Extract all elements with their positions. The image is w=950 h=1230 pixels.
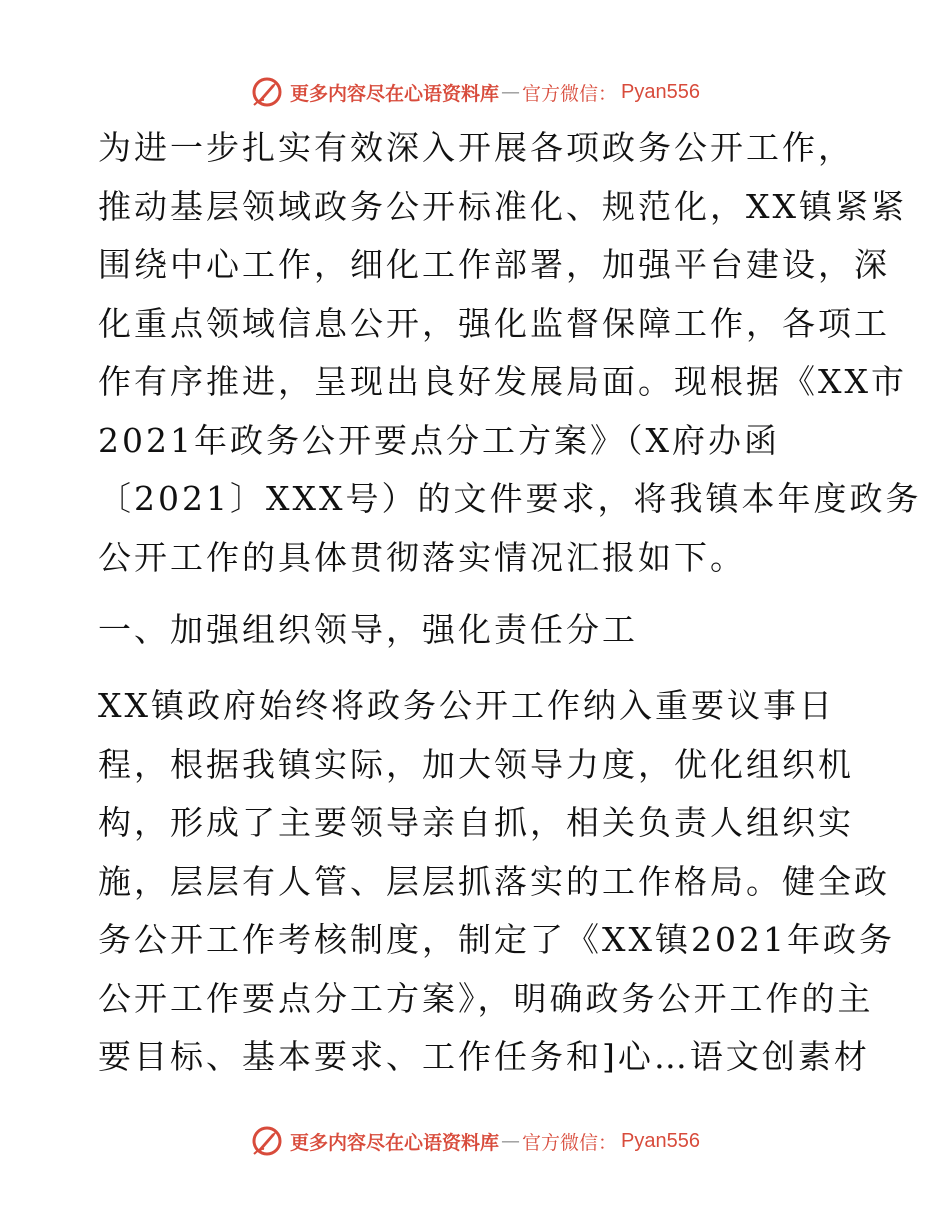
section-heading bbox=[98, 601, 858, 660]
watermark-separator: — bbox=[501, 1130, 521, 1152]
text-line: 围绕中心工作，细化工作部署，加强平台建设，深 bbox=[98, 245, 890, 284]
watermark-title: 更多内容尽在心语资料库 bbox=[290, 82, 500, 105]
text-line: XX镇政府始终将政务公开工作纳入重要议事日 bbox=[98, 686, 835, 725]
text-line: 公开工作要点分工方案》，明确政务公开工作的主 bbox=[98, 978, 874, 1018]
watermark-separator: — bbox=[501, 81, 521, 103]
text-line: 施，层层有人管、层层抓落实的工作格局。健全政 bbox=[98, 861, 890, 901]
watermark-header bbox=[0, 72, 950, 112]
paragraph-intro bbox=[98, 119, 922, 587]
section-heading-text: 一、加强组织领导，强化责任分工 bbox=[98, 610, 638, 649]
text-line: 作有序推进，呈现出良好发展局面。现根据《XX市 bbox=[98, 362, 907, 401]
text-line: 构，形成了主要领导亲自抓，相关负责人组织实 bbox=[98, 803, 854, 842]
text-line: 要目标、基本要求、工作任务和]心…语文创素材 bbox=[98, 1037, 870, 1076]
text-line: 〔2021〕XXX号）的文件要求，将我镇本年度政务 bbox=[98, 479, 922, 518]
watermark-wechat-id: Pyan556 bbox=[621, 1129, 700, 1152]
text-line: 务公开工作考核制度，制定了《XX镇2021年政务 bbox=[98, 920, 895, 959]
paragraph-section-1 bbox=[98, 677, 895, 1087]
watermark-title: 更多内容尽在心语资料库 bbox=[290, 1131, 500, 1154]
text-line: 推动基层领域政务公开标准化、规范化，XX镇紧紧 bbox=[98, 186, 907, 226]
watermark-footer bbox=[0, 1121, 950, 1161]
watermark-wechat-id: Pyan556 bbox=[621, 80, 700, 103]
quill-circle-logo-icon bbox=[250, 1124, 284, 1158]
quill-circle-logo-icon bbox=[250, 75, 284, 109]
text-line: 公开工作的具体贯彻落实情况汇报如下。 bbox=[98, 537, 746, 577]
text-line: 为进一步扎实有效深入开展各项政务公开工作， bbox=[98, 128, 854, 167]
text-line: 化重点领域信息公开，强化监督保障工作，各项工 bbox=[98, 303, 890, 343]
text-line: 程，根据我镇实际，加大领导力度，优化组织机 bbox=[98, 744, 854, 784]
watermark-label: 官方微信： bbox=[522, 1131, 618, 1154]
watermark-label: 官方微信： bbox=[522, 82, 618, 105]
text-line: 2021年政务公开要点分工方案》（X府办函 bbox=[98, 420, 780, 460]
